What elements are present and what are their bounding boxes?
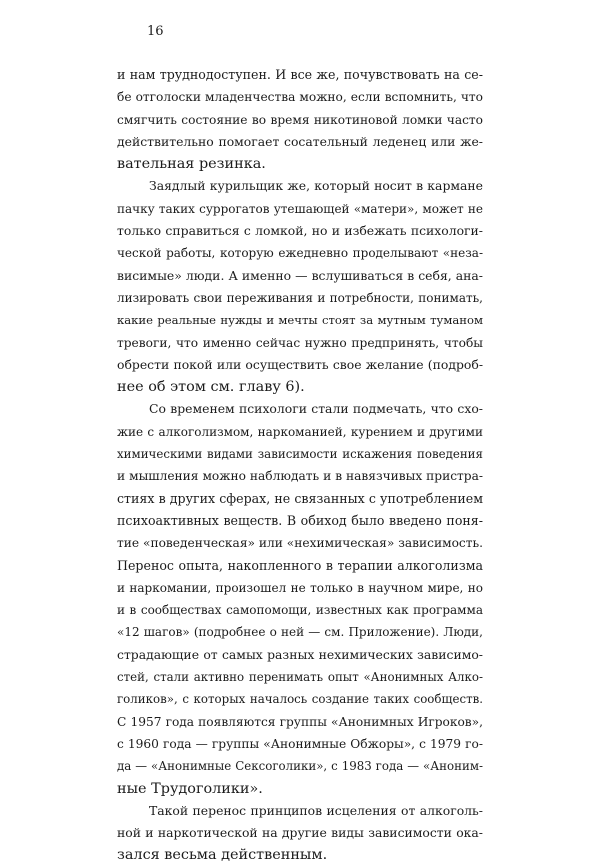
text-line: зался весьма действенным. bbox=[117, 847, 328, 864]
text-line: действительно помогает сосательный леденец или же- bbox=[117, 133, 483, 149]
text-line: Со временем психологи стали подмечать, что схо- bbox=[149, 401, 483, 417]
paragraph bbox=[117, 64, 483, 175]
text-line: с 1960 года — группы «Анонимные Обжоры», с 1979 го- bbox=[117, 736, 483, 751]
text-line: жие с алкоголизмом, наркоманией, курением и другими bbox=[117, 424, 483, 439]
text-line: стей, стали активно перенимать опыт «Анонимных Алко- bbox=[117, 670, 483, 685]
text-line: страдающие от самых разных нехимических зависимо- bbox=[117, 646, 483, 662]
text-line: и в сообществах самопомощи, известных как программа bbox=[117, 603, 483, 618]
text-line: тие «поведенческая» или «нехимическая» зависимость. bbox=[117, 536, 483, 551]
text-line: тревоги, что именно сейчас нужно предпринять, чтобы bbox=[117, 335, 483, 350]
text-line: Перенос опыта, накопленного в терапии алкоголизма bbox=[117, 557, 483, 573]
text-line: химическими видами зависимости искажения поведения bbox=[117, 447, 483, 462]
text-line: висимые» люди. А именно — вслушиваться в себя, ана- bbox=[117, 267, 483, 283]
text-line: только справиться с ломкой, но и избежать психологи- bbox=[117, 223, 483, 239]
paragraph bbox=[117, 398, 483, 799]
text-line: вательная резинка. bbox=[117, 156, 266, 173]
text-line: психоактивных веществ. В обиход было введено поня- bbox=[117, 512, 483, 528]
text-line: пачку таких суррогатов утешающей «матери», может не bbox=[117, 201, 483, 216]
text-line: Такой перенос принципов исцеления от алкоголь- bbox=[149, 802, 483, 818]
paragraph bbox=[117, 175, 483, 398]
text-line: смягчить состояние во время никотиновой ломки часто bbox=[117, 112, 483, 127]
text-line: и наркомании, произошел не только в научном мире, но bbox=[117, 580, 483, 595]
text-line: нее об этом см. главу 6). bbox=[117, 379, 305, 396]
text-line: и мышления можно наблюдать и в навязчивых пристра- bbox=[117, 469, 483, 484]
text-line: лизировать свои переживания и потребности, понимать, bbox=[117, 290, 483, 305]
paragraph bbox=[117, 800, 483, 867]
text-line: обрести покой или осуществить свое желание (подроб- bbox=[117, 356, 483, 372]
body-text bbox=[117, 64, 483, 867]
text-line: и нам труднодоступен. И все же, почувствовать на се- bbox=[117, 67, 483, 82]
text-line: ческой работы, которую ежедневно проделывают «неза- bbox=[117, 246, 483, 261]
text-line: «12 шагов» (подробнее о ней — см. Приложение). Люди, bbox=[117, 625, 483, 640]
text-line: голиков», с которых началось создание таких сообществ. bbox=[117, 692, 483, 707]
text-line: ные Трудоголики». bbox=[117, 780, 263, 797]
text-line: да — «Анонимные Сексоголики», с 1983 года — «Аноним- bbox=[117, 759, 483, 774]
text-line: С 1957 года появляются группы «Анонимных Игроков», bbox=[117, 714, 483, 729]
page-number: 16 bbox=[147, 24, 164, 39]
text-line: стиях в других сферах, не связанных с употреблением bbox=[117, 490, 483, 506]
text-line: Заядлый курильщик же, который носит в кармане bbox=[149, 178, 483, 194]
text-line: какие реальные нужды и мечты стоят за мутным туманом bbox=[117, 313, 483, 328]
text-line: бе отголоски младенчества можно, если вспомнить, что bbox=[117, 90, 483, 105]
text-line: ной и наркотической на другие виды зависимости ока- bbox=[117, 825, 483, 841]
